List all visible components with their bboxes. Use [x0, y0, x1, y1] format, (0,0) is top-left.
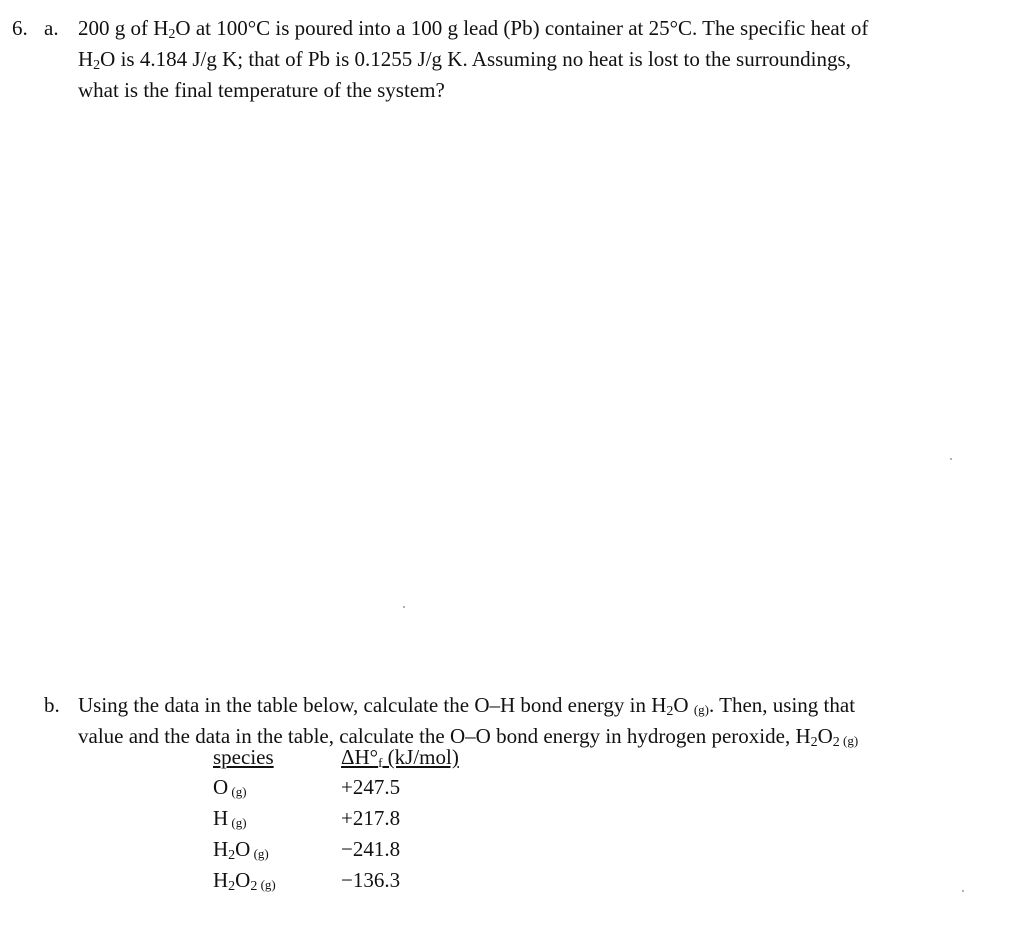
table-row: [213, 775, 501, 806]
part-a-letter: a.: [44, 16, 59, 40]
species-cell: $H_2O$ (g): [213, 837, 269, 863]
part-a-line-2: $H_2O$ is 4.184 J/g K; that of Pb is 0.1255 J/g K. Assuming no heat is lost to the surroundings,: [78, 47, 851, 73]
enthalpy-table: [213, 745, 501, 899]
enthalpy-value: −136.3: [341, 868, 401, 892]
part-a-question: [78, 16, 978, 103]
species-cell: O (g): [213, 775, 247, 799]
scan-speck: [962, 890, 964, 892]
scan-speck: [950, 458, 952, 460]
table-row: [213, 837, 501, 868]
species-cell: H (g): [213, 806, 247, 830]
part-b-letter: b.: [44, 693, 60, 717]
table-header-row: [213, 745, 501, 775]
part-b-line-1: Using the data in the table below, calculate the O–H bond energy in $H_2O$ (g). Then, using that: [78, 693, 856, 719]
enthalpy-value: +247.5: [341, 775, 401, 799]
enthalpy-value: −241.8: [341, 837, 401, 861]
header-species: species: [213, 745, 274, 769]
part-b-line-2: value and the data in the table, calculate the O–O bond energy in hydrogen peroxide, $H_2O_2$ (g): [78, 724, 859, 750]
scan-speck: [403, 606, 405, 608]
table-row: [213, 868, 501, 899]
part-a-line-1: 200 g of $H_2O$ at 100°C is poured into a 100 g lead (Pb) container at 25°C. The specific heat of: [78, 16, 869, 42]
header-enthalpy: ΔH°f (kJ/mol): [341, 745, 459, 770]
table-row: [213, 806, 501, 837]
question-number: 6.: [12, 16, 28, 40]
part-a-line-3: what is the final temperature of the system?: [78, 78, 445, 102]
species-cell: $H_2O_2$ (g): [213, 868, 276, 894]
enthalpy-value: +217.8: [341, 806, 401, 830]
